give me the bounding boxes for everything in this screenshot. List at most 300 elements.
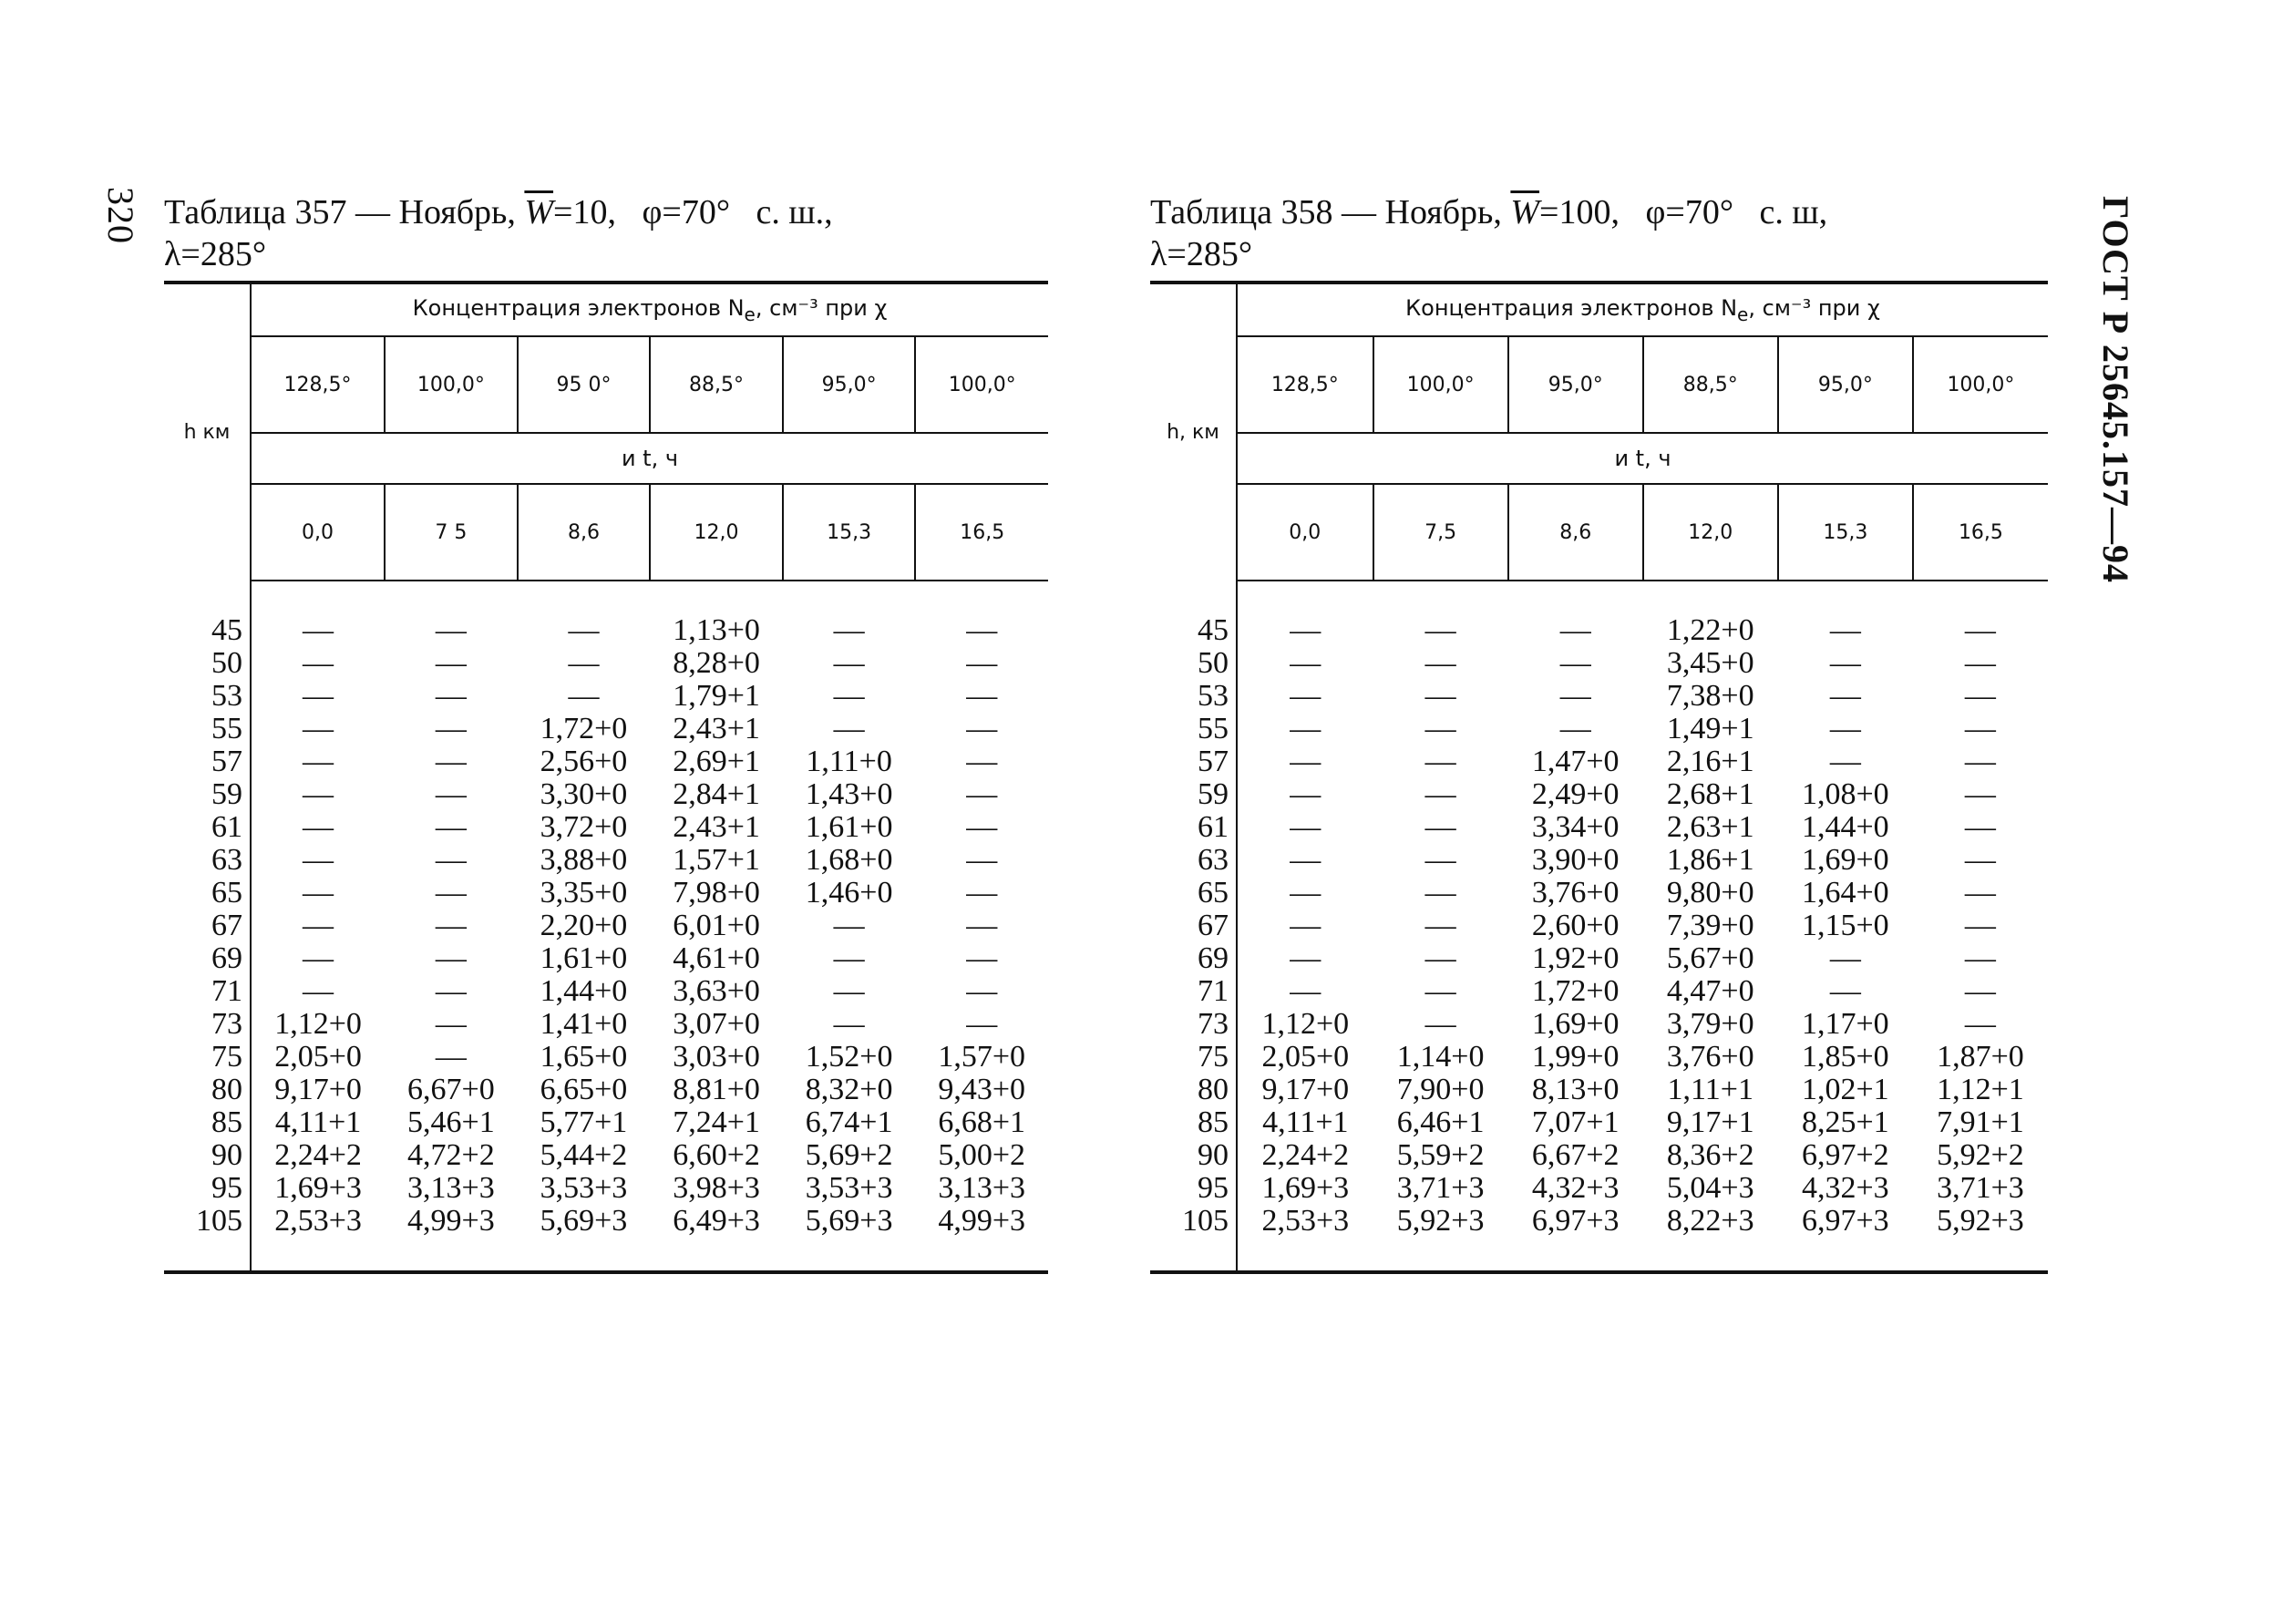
table-row — [164, 910, 1048, 942]
time-value: 15,3 — [1778, 484, 1913, 581]
value-cell: — — [1290, 646, 1321, 680]
value-cell: — — [1424, 1007, 1456, 1041]
value-cell: — — [1290, 613, 1321, 647]
value-cell: 8,28+0 — [673, 646, 760, 680]
value-cell: 3,88+0 — [540, 843, 628, 877]
chi-value: 100,0° — [385, 336, 518, 433]
height-cell: 95 — [164, 1172, 251, 1205]
time-value: 8,6 — [518, 484, 651, 581]
value-cell: 2,84+1 — [673, 777, 760, 811]
table-row — [1150, 811, 2048, 844]
table-row — [164, 1008, 1048, 1041]
height-cell: 61 — [164, 811, 251, 844]
value-cell: — — [1964, 876, 1996, 910]
value-cell: 1,64+0 — [1801, 876, 1889, 910]
table-row — [1150, 778, 2048, 811]
value-cell: 6,97+2 — [1801, 1138, 1889, 1172]
value-cell: 2,05+0 — [274, 1040, 362, 1074]
title-prefix: Таблица 358 — Ноябрь, — [1150, 193, 1502, 231]
value-cell: — — [1964, 909, 1996, 942]
value-cell: — — [1424, 909, 1456, 942]
value-cell: — — [303, 777, 334, 811]
height-cell: 57 — [1150, 745, 1237, 778]
value-cell: 1,87+0 — [1937, 1040, 2024, 1074]
table-row — [164, 1139, 1048, 1172]
chi-row — [1150, 336, 2048, 433]
value-cell: 4,99+3 — [407, 1204, 495, 1238]
value-cell: — — [435, 909, 467, 942]
chi-value: 95,0° — [1508, 336, 1643, 433]
time-value: 12,0 — [650, 484, 783, 581]
value-cell: 3,35+0 — [540, 876, 628, 910]
value-cell: 1,61+0 — [540, 941, 628, 975]
value-cell: 6,67+0 — [407, 1073, 495, 1106]
table-row — [1150, 877, 2048, 910]
height-cell: 65 — [1150, 877, 1237, 910]
value-cell: — — [1290, 909, 1321, 942]
height-cell: 50 — [164, 647, 251, 680]
value-cell: — — [1559, 679, 1591, 713]
table-row — [164, 1041, 1048, 1074]
value-cell: 5,92+2 — [1937, 1138, 2024, 1172]
value-cell: 1,12+1 — [1937, 1073, 2024, 1106]
height-cell: 45 — [164, 614, 251, 647]
value-cell: 1,99+0 — [1531, 1040, 1620, 1074]
value-cell: 1,02+1 — [1801, 1073, 1889, 1106]
table-row — [164, 614, 1048, 647]
chi-value: 95,0° — [1778, 336, 1913, 433]
value-cell: — — [1559, 613, 1591, 647]
height-cell: 59 — [164, 778, 251, 811]
value-cell: 9,17+1 — [1666, 1105, 1754, 1139]
value-cell: 2,60+0 — [1531, 909, 1620, 942]
table-row — [164, 844, 1048, 877]
value-cell: 1,11+1 — [1667, 1073, 1753, 1106]
value-cell: — — [435, 777, 467, 811]
value-cell: 1,08+0 — [1801, 777, 1889, 811]
value-cell: 5,92+3 — [1396, 1204, 1485, 1238]
height-cell: 90 — [164, 1139, 251, 1172]
value-cell: 2,24+2 — [274, 1138, 362, 1172]
value-cell: — — [303, 745, 334, 778]
table-358 — [1150, 191, 2048, 1274]
value-cell: 3,30+0 — [540, 777, 628, 811]
value-cell: 3,53+3 — [805, 1171, 893, 1205]
value-cell: 3,71+3 — [1937, 1171, 2024, 1205]
table-row — [164, 942, 1048, 975]
value-cell: 3,13+3 — [407, 1171, 495, 1205]
value-cell: 5,77+1 — [540, 1105, 628, 1139]
concentration-header-sub: e — [1737, 303, 1749, 325]
table-row — [1150, 680, 2048, 713]
value-cell: 1,13+0 — [673, 613, 760, 647]
value-cell: — — [303, 613, 334, 647]
value-cell: 6,01+0 — [673, 909, 760, 942]
value-cell: 1,69+0 — [1531, 1007, 1620, 1041]
time-row — [1150, 484, 2048, 581]
value-cell: 7,38+0 — [1666, 679, 1754, 713]
value-cell: — — [435, 613, 467, 647]
time-value: 8,6 — [1508, 484, 1643, 581]
time-header: и t, ч — [1237, 433, 2048, 484]
value-cell: 1,49+1 — [1666, 712, 1754, 745]
value-cell: — — [435, 646, 467, 680]
value-cell: 1,85+0 — [1801, 1040, 1889, 1074]
value-cell: — — [1964, 712, 1996, 745]
time-value: 12,0 — [1643, 484, 1778, 581]
value-cell: 8,81+0 — [673, 1073, 760, 1106]
value-cell: 1,79+1 — [673, 679, 760, 713]
value-cell: — — [966, 876, 998, 910]
value-cell: 6,46+1 — [1396, 1105, 1485, 1139]
value-cell: 2,05+0 — [1261, 1040, 1350, 1074]
table-row — [1150, 910, 2048, 942]
table-row — [1150, 1074, 2048, 1106]
value-cell: 3,53+3 — [540, 1171, 628, 1205]
time-value: 0,0 — [251, 484, 385, 581]
value-cell: 8,22+3 — [1666, 1204, 1754, 1238]
value-cell: 7,98+0 — [673, 876, 760, 910]
value-cell: 2,20+0 — [540, 909, 628, 942]
value-cell: 3,98+3 — [673, 1171, 760, 1205]
value-cell: 3,03+0 — [673, 1040, 760, 1074]
table-row — [1150, 1106, 2048, 1139]
value-cell: — — [1424, 679, 1456, 713]
time-value: 15,3 — [783, 484, 916, 581]
value-cell: — — [833, 613, 865, 647]
value-cell: 5,69+3 — [540, 1204, 628, 1238]
chi-value: 100,0° — [915, 336, 1048, 433]
value-cell: 6,49+3 — [673, 1204, 760, 1238]
value-cell: 4,99+3 — [938, 1204, 1026, 1238]
height-cell: 45 — [1150, 614, 1237, 647]
chi-value: 88,5° — [1643, 336, 1778, 433]
height-cell: 73 — [1150, 1008, 1237, 1041]
value-cell: — — [303, 646, 334, 680]
value-cell: 7,24+1 — [673, 1105, 760, 1139]
table-row — [164, 1106, 1048, 1139]
value-cell: — — [833, 974, 865, 1008]
value-cell: 1,92+0 — [1531, 941, 1620, 975]
value-cell: — — [1424, 745, 1456, 778]
table-row — [1150, 1172, 2048, 1205]
value-cell: — — [435, 712, 467, 745]
w-value: =100, — [1539, 193, 1620, 231]
time-value: 7,5 — [1373, 484, 1508, 581]
value-cell: — — [1964, 777, 1996, 811]
value-cell: — — [1290, 777, 1321, 811]
table-row — [164, 975, 1048, 1008]
table-row — [1150, 1205, 2048, 1238]
value-cell: — — [966, 843, 998, 877]
value-cell: 1,65+0 — [540, 1040, 628, 1074]
value-cell: 4,47+0 — [1666, 974, 1754, 1008]
w-value: =10, — [553, 193, 616, 231]
table-row — [164, 745, 1048, 778]
value-cell: 3,63+0 — [673, 974, 760, 1008]
lambda-value: λ=285° — [164, 235, 267, 273]
value-cell: — — [1964, 745, 1996, 778]
value-cell: — — [1424, 777, 1456, 811]
value-cell: 8,13+0 — [1531, 1073, 1620, 1106]
value-cell: — — [966, 679, 998, 713]
value-cell: — — [966, 613, 998, 647]
table-357 — [164, 191, 1048, 1274]
value-cell: 3,90+0 — [1531, 843, 1620, 877]
phi-value: φ=70° — [642, 193, 731, 231]
value-cell: — — [1964, 646, 1996, 680]
value-cell: — — [966, 974, 998, 1008]
value-cell: 4,32+3 — [1531, 1171, 1620, 1205]
height-cell: 50 — [1150, 647, 1237, 680]
value-cell: 9,43+0 — [938, 1073, 1026, 1106]
value-cell: — — [1424, 712, 1456, 745]
height-cell: 53 — [1150, 680, 1237, 713]
phi-value: φ=70° — [1645, 193, 1734, 231]
height-cell: 57 — [164, 745, 251, 778]
value-cell: 5,59+2 — [1396, 1138, 1485, 1172]
value-cell: 4,32+3 — [1801, 1171, 1889, 1205]
concentration-header-unit: , см⁻³ при χ — [1748, 294, 1880, 321]
value-cell: — — [303, 679, 334, 713]
value-cell: — — [1829, 974, 1861, 1008]
chi-value: 95 0° — [518, 336, 651, 433]
value-cell: 8,36+2 — [1666, 1138, 1754, 1172]
value-cell: — — [435, 876, 467, 910]
chi-value: 95,0° — [783, 336, 916, 433]
w-symbol: $\overline{W}$ — [1510, 193, 1540, 231]
concentration-header-text: Концентрация электронов N — [412, 294, 745, 321]
value-cell: — — [1964, 974, 1996, 1008]
value-cell: — — [435, 1040, 467, 1074]
value-cell: 3,72+0 — [540, 810, 628, 844]
value-cell: 3,79+0 — [1666, 1007, 1754, 1041]
value-cell: — — [435, 810, 467, 844]
value-cell: 1,69+3 — [1261, 1171, 1350, 1205]
value-cell: — — [833, 679, 865, 713]
value-cell: 5,67+0 — [1666, 941, 1754, 975]
latitude-label: с. ш., — [756, 193, 833, 231]
table-row — [1150, 1139, 2048, 1172]
table-row — [164, 778, 1048, 811]
value-cell: — — [303, 712, 334, 745]
chi-value: 100,0° — [1913, 336, 2048, 433]
value-cell: 6,65+0 — [540, 1073, 628, 1106]
height-cell: 63 — [164, 844, 251, 877]
value-cell: — — [568, 646, 600, 680]
chi-value: 128,5° — [1237, 336, 1373, 433]
gost-code: ГОСТ Р 25645.157—94 — [2095, 196, 2136, 584]
table-row — [1150, 1008, 2048, 1041]
height-cell: 69 — [1150, 942, 1237, 975]
value-cell: 5,69+3 — [805, 1204, 893, 1238]
concentration-header — [251, 283, 1048, 336]
value-cell: 1,69+0 — [1801, 843, 1889, 877]
value-cell: 2,49+0 — [1531, 777, 1620, 811]
table-body — [1150, 581, 2048, 1272]
value-cell: — — [303, 876, 334, 910]
value-cell: — — [966, 810, 998, 844]
value-cell: 5,04+3 — [1666, 1171, 1754, 1205]
value-cell: 5,00+2 — [938, 1138, 1026, 1172]
value-cell: — — [833, 909, 865, 942]
chi-value: 128,5° — [251, 336, 385, 433]
value-cell: 9,80+0 — [1666, 876, 1754, 910]
value-cell: — — [1964, 941, 1996, 975]
value-cell: — — [1559, 646, 1591, 680]
time-value: 16,5 — [915, 484, 1048, 581]
value-cell: 1,69+3 — [274, 1171, 362, 1205]
value-cell: 3,34+0 — [1531, 810, 1620, 844]
value-cell: — — [833, 646, 865, 680]
table-row — [1150, 942, 2048, 975]
value-cell: 6,97+3 — [1531, 1204, 1620, 1238]
value-cell: — — [1829, 613, 1861, 647]
value-cell: 1,22+0 — [1666, 613, 1754, 647]
height-cell: 55 — [1150, 713, 1237, 745]
height-cell: 71 — [1150, 975, 1237, 1008]
value-cell: 6,68+1 — [938, 1105, 1026, 1139]
page-number: 320 — [100, 187, 141, 244]
value-cell: — — [966, 745, 998, 778]
value-cell: 8,32+0 — [805, 1073, 893, 1106]
value-cell: 1,72+0 — [1531, 974, 1620, 1008]
table-row — [164, 1172, 1048, 1205]
value-cell: — — [1964, 843, 1996, 877]
value-cell: 2,69+1 — [673, 745, 760, 778]
latitude-label: с. ш, — [1759, 193, 1828, 231]
table-row — [1150, 844, 2048, 877]
height-column-header: h км — [183, 421, 231, 444]
value-cell: 9,17+0 — [1261, 1073, 1350, 1106]
height-cell: 55 — [164, 713, 251, 745]
chi-value: 88,5° — [650, 336, 783, 433]
table-row — [164, 647, 1048, 680]
value-cell: — — [833, 712, 865, 745]
value-cell: 3,07+0 — [673, 1007, 760, 1041]
value-cell: — — [1424, 646, 1456, 680]
value-cell: 1,41+0 — [540, 1007, 628, 1041]
height-cell: 67 — [1150, 910, 1237, 942]
height-column-header: h, км — [1167, 421, 1219, 444]
value-cell: — — [966, 941, 998, 975]
value-cell: 2,63+1 — [1666, 810, 1754, 844]
value-cell: — — [1290, 679, 1321, 713]
value-cell: 1,43+0 — [805, 777, 893, 811]
table-row — [164, 811, 1048, 844]
time-header: и t, ч — [251, 433, 1048, 484]
w-symbol: $\overline{W}$ — [524, 193, 554, 231]
value-cell: — — [568, 679, 600, 713]
value-cell: 6,60+2 — [673, 1138, 760, 1172]
time-value: 7 5 — [385, 484, 518, 581]
value-cell: — — [1829, 941, 1861, 975]
value-cell: 3,13+3 — [938, 1171, 1026, 1205]
value-cell: — — [1424, 843, 1456, 877]
value-cell: 2,53+3 — [274, 1204, 362, 1238]
value-cell: 4,61+0 — [673, 941, 760, 975]
value-cell: 1,15+0 — [1801, 909, 1889, 942]
value-cell: 2,53+3 — [1261, 1204, 1350, 1238]
value-cell: — — [568, 613, 600, 647]
height-cell: 85 — [1150, 1106, 1237, 1139]
chi-row — [164, 336, 1048, 433]
value-cell: — — [1964, 613, 1996, 647]
value-cell: — — [1829, 679, 1861, 713]
value-cell: — — [435, 1007, 467, 1041]
value-cell: 5,44+2 — [540, 1138, 628, 1172]
value-cell: — — [303, 810, 334, 844]
value-cell: 1,86+1 — [1666, 843, 1754, 877]
value-cell: — — [966, 712, 998, 745]
value-cell: 5,92+3 — [1937, 1204, 2024, 1238]
value-cell: — — [1290, 745, 1321, 778]
value-cell: 5,69+2 — [805, 1138, 893, 1172]
value-cell: — — [435, 745, 467, 778]
value-cell: — — [1964, 679, 1996, 713]
value-cell: 1,68+0 — [805, 843, 893, 877]
value-cell: 4,11+1 — [274, 1105, 362, 1139]
table-body — [164, 581, 1048, 1272]
value-cell: 1,52+0 — [805, 1040, 893, 1074]
value-cell: — — [303, 974, 334, 1008]
value-cell: — — [1424, 974, 1456, 1008]
value-cell: 8,25+1 — [1801, 1105, 1889, 1139]
height-cell: 53 — [164, 680, 251, 713]
value-cell: 7,39+0 — [1666, 909, 1754, 942]
value-cell: 2,16+1 — [1666, 745, 1754, 778]
height-cell: 80 — [1150, 1074, 1237, 1106]
value-cell: — — [1290, 974, 1321, 1008]
value-cell: 1,61+0 — [805, 810, 893, 844]
value-cell: — — [1290, 876, 1321, 910]
table-row — [1150, 713, 2048, 745]
value-cell: — — [1424, 613, 1456, 647]
value-cell: 1,14+0 — [1396, 1040, 1485, 1074]
table-row — [164, 713, 1048, 745]
table-row — [164, 1074, 1048, 1106]
value-cell: 1,57+0 — [938, 1040, 1026, 1074]
height-cell: 65 — [164, 877, 251, 910]
title-prefix: Таблица 357 — Ноябрь, — [164, 193, 516, 231]
value-cell: — — [1964, 810, 1996, 844]
value-cell: 3,71+3 — [1396, 1171, 1485, 1205]
time-value: 16,5 — [1913, 484, 2048, 581]
value-cell: — — [833, 941, 865, 975]
value-cell: — — [303, 843, 334, 877]
value-cell: — — [966, 777, 998, 811]
table-title — [1150, 191, 2048, 275]
value-cell: 1,44+0 — [1801, 810, 1889, 844]
value-cell: 9,17+0 — [274, 1073, 362, 1106]
table-row — [164, 877, 1048, 910]
height-cell: 67 — [164, 910, 251, 942]
value-cell: 5,46+1 — [407, 1105, 495, 1139]
time-row — [164, 484, 1048, 581]
value-cell: 1,57+1 — [673, 843, 760, 877]
table-row — [1150, 1041, 2048, 1074]
concentration-header-sub: e — [744, 303, 756, 325]
value-cell: — — [1290, 810, 1321, 844]
value-cell: 3,76+0 — [1666, 1040, 1754, 1074]
value-cell: — — [1424, 941, 1456, 975]
value-cell: 4,72+2 — [407, 1138, 495, 1172]
value-cell: 1,17+0 — [1801, 1007, 1889, 1041]
table-row — [164, 1205, 1048, 1238]
data-table — [164, 281, 1048, 1274]
chi-value: 100,0° — [1373, 336, 1508, 433]
value-cell: — — [1424, 876, 1456, 910]
